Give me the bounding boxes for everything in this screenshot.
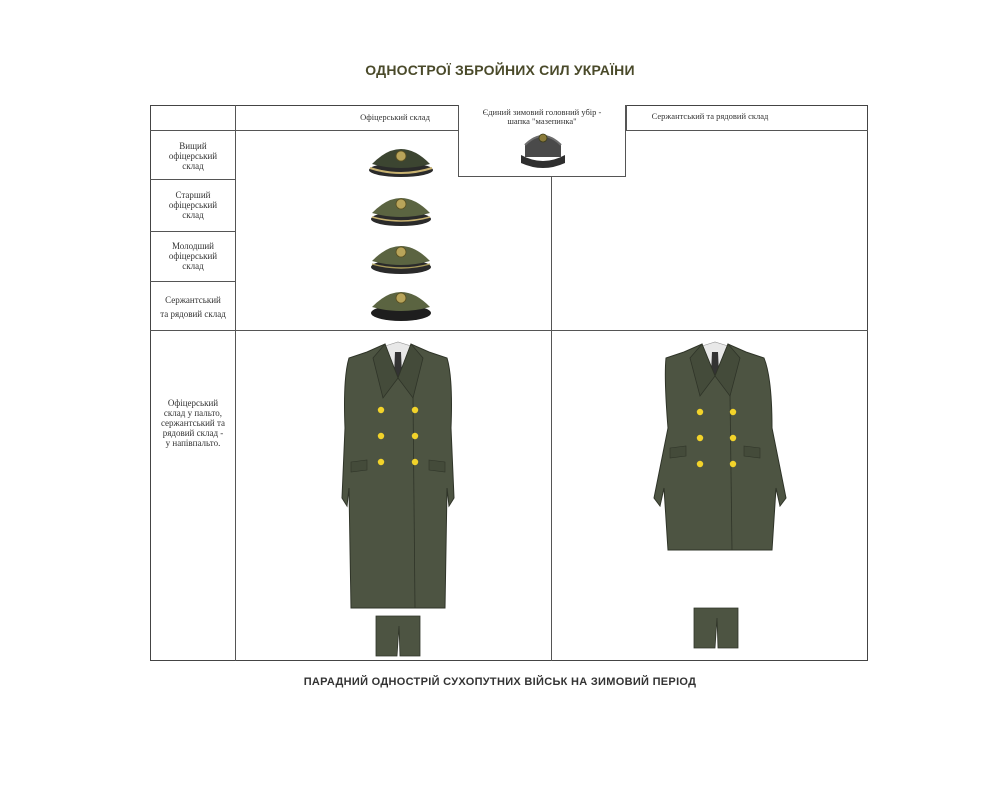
row-label-junior-officers: Молодший офіцерський склад	[168, 241, 218, 271]
row-label-sergeants: Сержантський та рядовий склад	[160, 295, 226, 319]
row-label-elder-officers: Старший офіцерський склад	[168, 190, 218, 220]
sergeant-trousers-image	[692, 608, 742, 650]
row-divider-2	[150, 231, 236, 232]
row-divider-4	[150, 330, 868, 331]
row-label-senior-officers: Вищий офіцерський склад	[168, 141, 218, 171]
row-divider-3	[150, 281, 236, 282]
officer-overcoat-image	[323, 338, 473, 628]
column-divider-1	[235, 105, 236, 661]
mazepynka-hat-image	[459, 105, 627, 177]
cap-junior-officers-image	[366, 235, 436, 281]
header-officers: Офіцерський склад	[360, 112, 430, 122]
header-sergeants: Сержантський та рядовий склад	[651, 111, 769, 121]
row-divider-1	[150, 179, 236, 180]
page-title: ОДНОСТРОЇ ЗБРОЙНИХ СИЛ УКРАЇНИ	[365, 62, 635, 78]
winter-hat-cell	[458, 105, 626, 177]
cap-sergeants-image	[366, 281, 436, 327]
cap-elder-officers-image	[366, 187, 436, 233]
cap-senior-officers-image	[366, 138, 436, 184]
winter-hat-label: Єдиний зимовий головний убір - шапка "мазепинка"	[482, 107, 602, 126]
column-divider-2	[551, 177, 552, 661]
sergeant-halfcoat-image	[640, 338, 790, 558]
row-label-coats: Офіцерський склад у пальто, сержантський та рядовий склад - у напівпальто.	[160, 398, 226, 448]
page-caption: ПАРАДНИЙ ОДНОСТРІЙ СУХОПУТНИХ ВІЙСЬК НА ЗИМОВИЙ ПЕРІОД	[303, 676, 697, 688]
officer-trousers-image	[374, 616, 424, 658]
